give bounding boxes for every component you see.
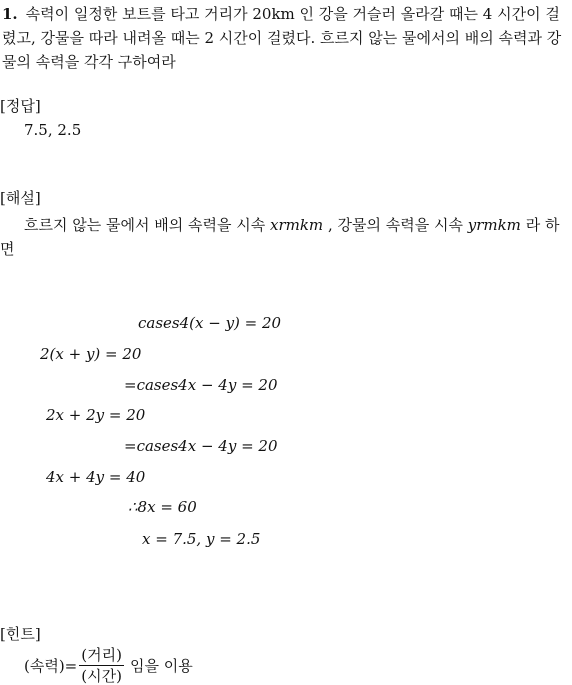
hint-numerator: (거리) [81, 646, 122, 664]
hint-label: [힌트] [0, 625, 41, 643]
hint-denominator: (시간) [81, 667, 122, 685]
equation-6: 4x + 4y = 40 [46, 468, 146, 486]
equation-4: 2x + 2y = 20 [46, 406, 146, 424]
equation-2: 2(x + y) = 20 [40, 345, 142, 363]
answer-label: [정답] [0, 97, 41, 115]
explanation-label: [해설] [0, 189, 41, 207]
problem-text: 속력이 일정한 보트를 타고 거리가 20km 인 강을 거슬러 올라갈 때는 4 시간이 걸렸고, 강물을 따라 내려올 때는 2 시간이 걸렸다. 흐르지 않는 물에서의 배의 속력과 강물의 속력을 각각 구하여라 [2, 5, 562, 71]
equation-7: ∴8x = 60 [128, 498, 197, 516]
hint-fraction [79, 646, 124, 685]
equation-5: =cases4x − 4y = 20 [124, 437, 278, 455]
hint-suffix: 임을 이용 [129, 657, 193, 675]
equation-3: =cases4x − 4y = 20 [124, 376, 278, 394]
explanation-text-2: , 강물의 속력을 시속 [327, 216, 463, 234]
variable-y: yrmkm [467, 216, 521, 234]
answer-value: 7.5, 2.5 [24, 121, 82, 139]
explanation-text [0, 213, 572, 261]
explanation-text-1: 흐르지 않는 물에서 배의 속력을 시속 [24, 216, 266, 234]
problem-number: 1. [2, 5, 18, 23]
hint-formula [24, 646, 193, 685]
problem-statement [2, 2, 570, 74]
explanation-text-3: 라 하면 [0, 216, 560, 258]
equation-8: x = 7.5, y = 2.5 [142, 530, 261, 548]
hint-lhs: (속력)= [24, 657, 78, 675]
equation-1: cases4(x − y) = 20 [138, 314, 282, 332]
variable-x: xrmkm [269, 216, 324, 234]
